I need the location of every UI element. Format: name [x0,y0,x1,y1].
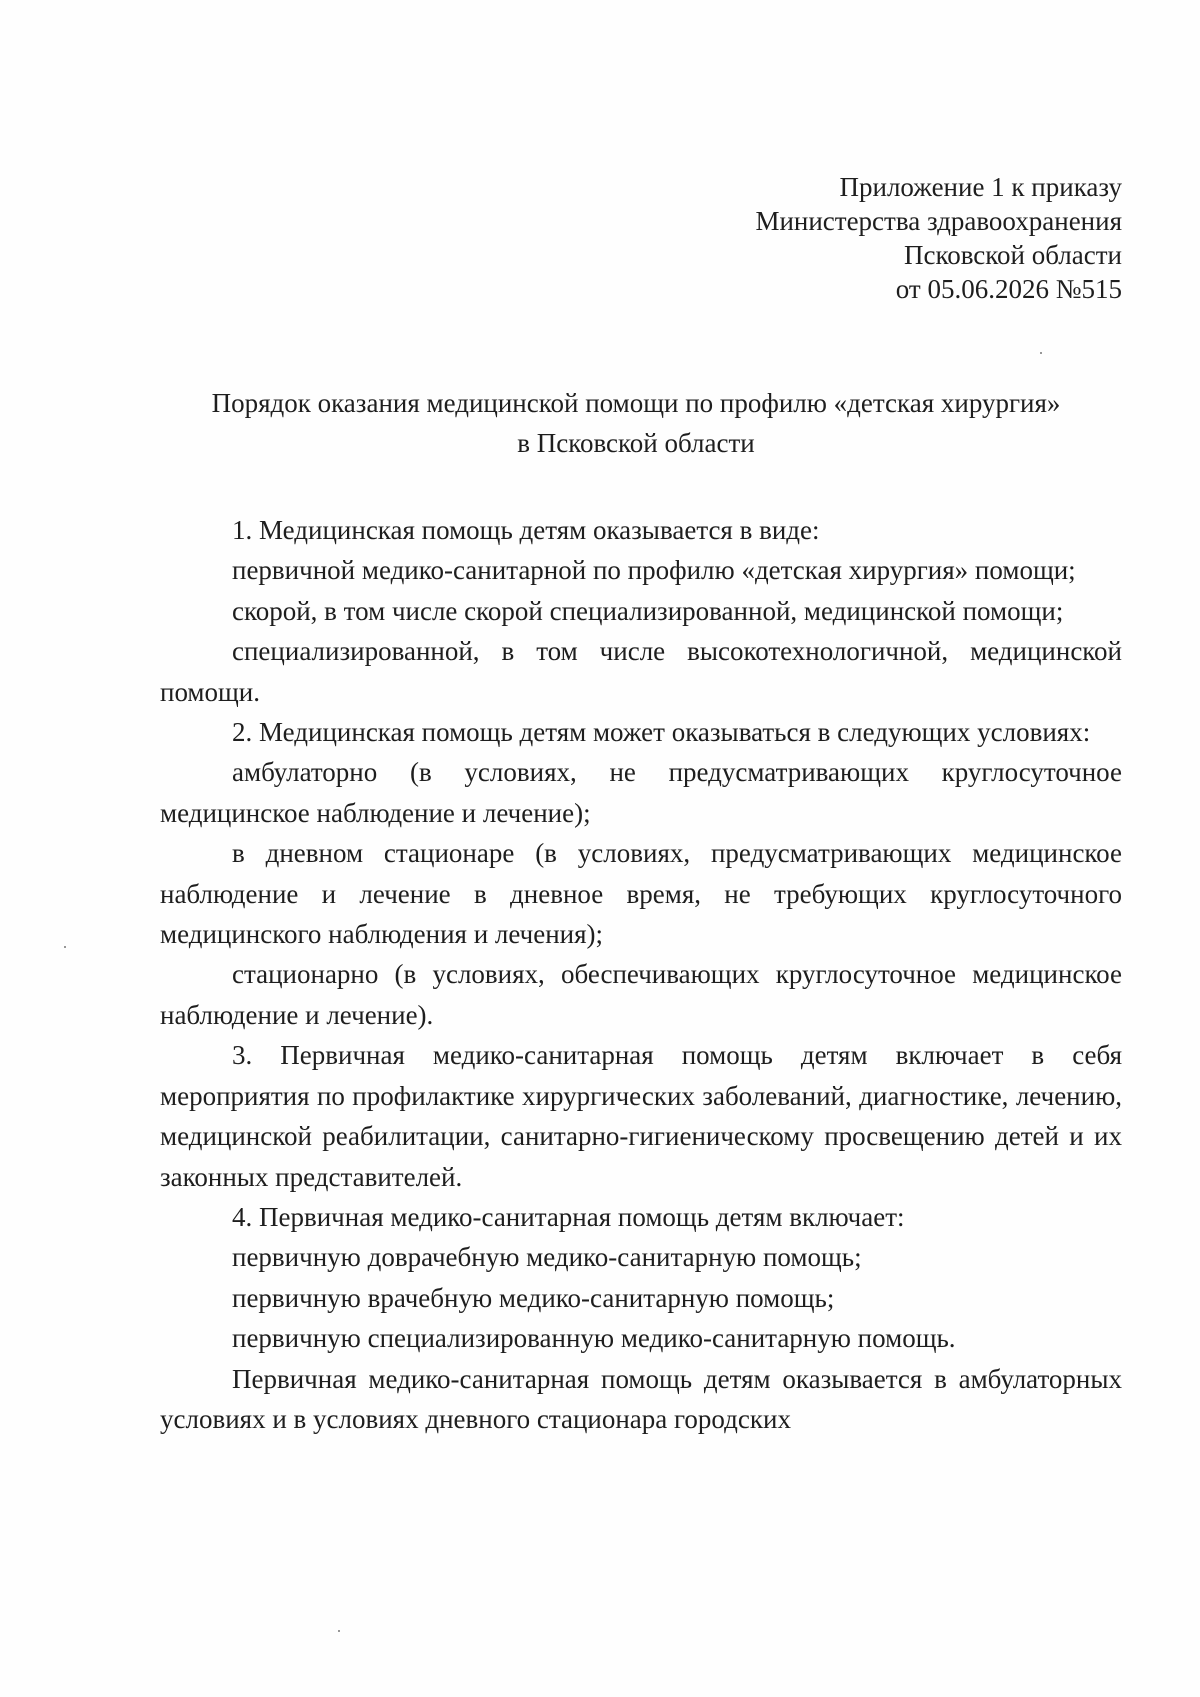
document-title [150,383,1122,463]
paragraph: первичную доврачебную медико-санитарную помощь; [232,1242,862,1273]
scan-speck [64,946,66,948]
paragraph: первичной медико-санитарной по профилю «детская хирургия» помощи; [232,555,1076,586]
appendix-header-line: Псковской области [903,240,1122,270]
paragraph: 4. Первичная медико-санитарная помощь детям включает: [232,1201,905,1232]
paragraph: специализированной, в том числе высокотехнологичной, медицинской помощи. [160,636,1122,707]
appendix-header-line: Приложение 1 к приказу [839,172,1122,202]
document-body [160,510,1122,1439]
paragraph: стационарно (в условиях, обеспечивающих круглосуточное медицинское наблюдение и лечение). [160,959,1122,1030]
paragraph: в дневном стационаре (в условиях, предусматривающих медицинское наблюдение и лечение в дневное время, не требующих круглосуточного медицинского наблюдения и лечения); [160,838,1122,950]
scan-speck [338,1630,340,1632]
paragraph: первичную специализированную медико-санитарную помощь. [232,1323,956,1354]
paragraph: амбулаторно (в условиях, не предусматривающих круглосуточное медицинское наблюдение и лечение); [160,757,1122,828]
scan-speck [1040,352,1042,354]
document-title-line: в Псковской области [517,428,755,458]
paragraph: 1. Медицинская помощь детям оказывается в виде: [232,515,820,545]
paragraph: 2. Медицинская помощь детям может оказываться в следующих условиях: [232,717,1091,748]
appendix-header [755,170,1122,306]
appendix-header-line: Министерства здравоохранения [755,206,1122,236]
paragraph: скорой, в том числе скорой специализированной, медицинской помощи; [232,595,1064,626]
paragraph: первичную врачебную медико-санитарную помощь; [232,1282,835,1313]
appendix-header-line: от 05.06.2026 №515 [895,274,1122,304]
document-title-line: Порядок оказания медицинской помощи по профилю «детская хирургия» [211,388,1061,418]
paragraph: 3. Первичная медико-санитарная помощь детям включает в себя мероприятия по профилактике хирургических заболеваний, диагностике, лечению, медицинской реабилитации, санитарно-гигиеническому просвещению детей и их законных представителей. [160,1040,1122,1192]
paragraph: Первичная медико-санитарная помощь детям оказывается в амбулаторных условиях и в условиях дневного стационара городских [160,1363,1122,1434]
